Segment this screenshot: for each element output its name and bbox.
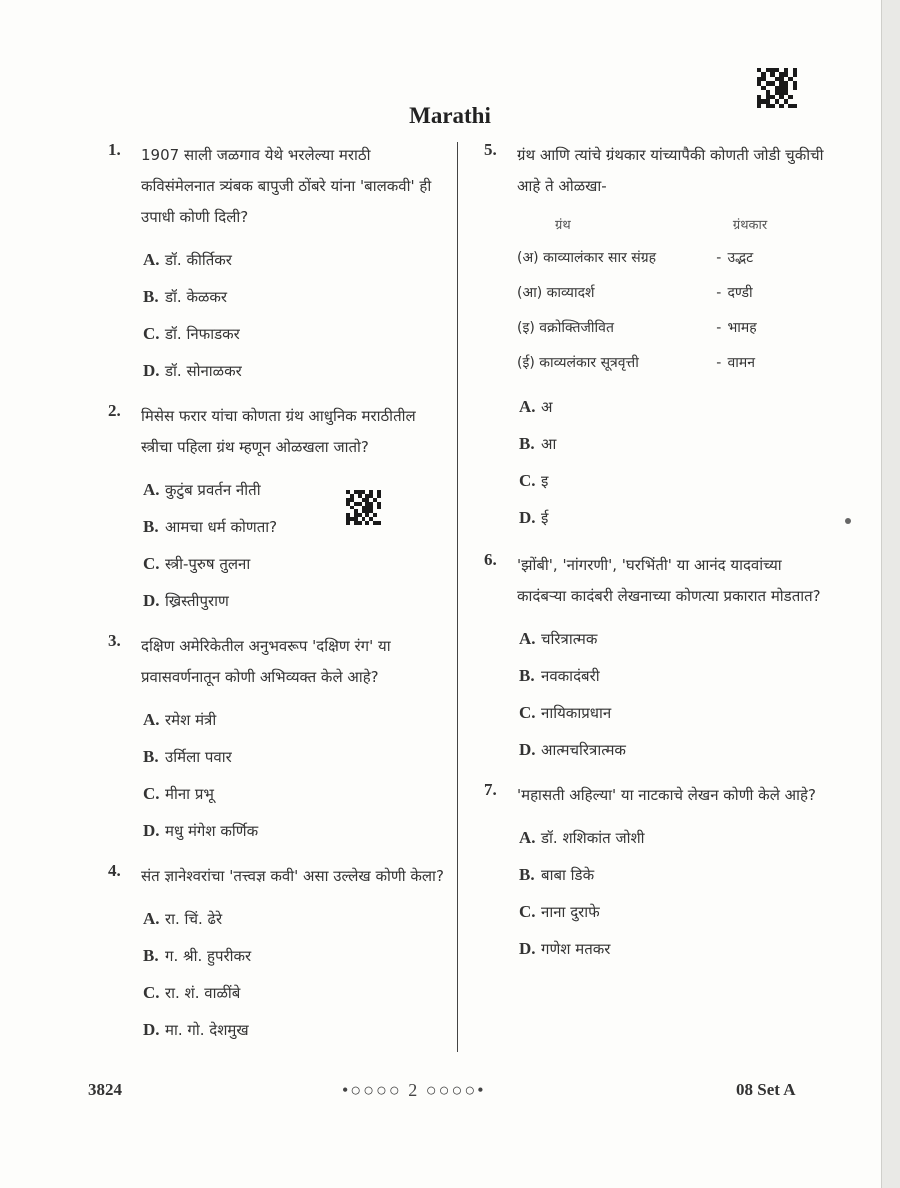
column-divider bbox=[457, 142, 458, 1052]
page-edge bbox=[881, 0, 900, 1188]
table-row: (इ) वक्रोक्तिजीवित - भामह bbox=[517, 319, 757, 336]
question-2 bbox=[108, 401, 448, 619]
table-row: (आ) काव्यादर्श - दण्डी bbox=[517, 284, 753, 301]
option-b: B. ग. श्री. हुपरीकर bbox=[143, 945, 252, 965]
question-text: दक्षिण अमेरिकेतील अनुभवरूप 'दक्षिण रंग' या प्रवासवर्णनातून कोणी अभिव्यक्त केले आहे? bbox=[141, 637, 391, 686]
option-d: D. आत्मचरित्रात्मक bbox=[519, 739, 626, 759]
option-c: C. नायिकाप्रधान bbox=[519, 702, 612, 722]
option-d: D. ई bbox=[519, 507, 549, 527]
set-label: 08 Set A bbox=[736, 1080, 796, 1099]
table-row: (ई) काव्यलंकार सूत्रवृत्ती - वामन bbox=[517, 354, 756, 371]
option-a: A. डॉ. कीर्तिकर bbox=[143, 249, 232, 269]
question-number: 5. bbox=[484, 140, 497, 159]
option-a: A. कुटुंब प्रवर्तन नीती bbox=[143, 479, 261, 499]
question-number: 4. bbox=[108, 861, 121, 880]
option-a: A. रमेश मंत्री bbox=[143, 709, 217, 729]
table-header: ग्रंथ ग्रंथकार bbox=[555, 218, 768, 233]
option-d: D. ख्रिस्तीपुराण bbox=[143, 590, 229, 610]
option-b: B. उर्मिला पवार bbox=[143, 746, 232, 766]
option-b: B. आ bbox=[519, 433, 557, 453]
question-number: 2. bbox=[108, 401, 121, 420]
option-a: A. अ bbox=[519, 396, 553, 416]
question-number: 7. bbox=[484, 780, 497, 799]
question-1 bbox=[108, 140, 448, 389]
option-c: C. इ bbox=[519, 470, 549, 490]
right-column bbox=[484, 140, 824, 967]
question-text: 1907 साली जळगाव येथे भरलेल्या मराठी कविसंमेलनात त्र्यंबक बापुजी ठोंबरे यांना 'बालकवी' ही उपाधी कोणी दिली? bbox=[141, 146, 432, 226]
question-number: 1. bbox=[108, 140, 121, 159]
question-4 bbox=[108, 861, 448, 1048]
scan-dot bbox=[845, 518, 851, 524]
qr-code-icon bbox=[757, 68, 797, 108]
question-text: 'महासती अहिल्या' या नाटकाचे लेखन कोणी केले आहे? bbox=[517, 786, 816, 804]
option-b: B. नवकादंबरी bbox=[519, 665, 600, 685]
question-text: संत ज्ञानेश्वरांचा 'तत्त्वज्ञ कवी' असा उल्लेख कोणी केला? bbox=[141, 867, 444, 885]
question-text: ग्रंथ आणि त्यांचे ग्रंथकार यांच्यापैकी कोणती जोडी चुकीची आहे ते ओळखा- bbox=[517, 146, 824, 195]
option-d: D. मधु मंगेश कर्णिक bbox=[143, 820, 259, 840]
page-title: Marathi bbox=[409, 103, 491, 128]
option-c: C. रा. शं. वाळींबे bbox=[143, 982, 241, 1002]
question-text: 'झोंबी', 'नांगरणी', 'घरभिंती' या आनंद यादवांच्या कादंबऱ्या कादंबरी लेखनाच्या कोणत्या प्रकारात मोडतात? bbox=[517, 556, 821, 605]
page-code: 3824 bbox=[88, 1080, 122, 1099]
question-7 bbox=[484, 780, 824, 967]
page-number: •○○○○ 2 ○○○○• bbox=[342, 1080, 486, 1100]
option-c: C. स्त्री-पुरुष तुलना bbox=[143, 553, 251, 573]
option-a: A. रा. चिं. ढेरे bbox=[143, 908, 223, 928]
option-a: A. चरित्रात्मक bbox=[519, 628, 598, 648]
question-text: मिसेस फरार यांचा कोणता ग्रंथ आधुनिक मराठीतील स्त्रीचा पहिला ग्रंथ म्हणून ओळखला जातो? bbox=[141, 407, 416, 456]
option-c: C. नाना दुराफे bbox=[519, 901, 600, 921]
table-row: (अ) काव्यालंकार सार संग्रह - उद्भट bbox=[517, 249, 754, 266]
option-a: A. डॉ. शशिकांत जोशी bbox=[519, 827, 645, 847]
option-c: C. डॉ. निफाडकर bbox=[143, 323, 240, 343]
option-b: B. डॉ. केळकर bbox=[143, 286, 228, 306]
question-3 bbox=[108, 631, 448, 849]
question-6 bbox=[484, 550, 824, 768]
question-number: 6. bbox=[484, 550, 497, 569]
question-number: 3. bbox=[108, 631, 121, 650]
option-d: D. डॉ. सोनाळकर bbox=[143, 360, 242, 380]
option-d: D. गणेश मतकर bbox=[519, 938, 611, 958]
question-5 bbox=[484, 140, 824, 536]
option-b: B. आमचा धर्म कोणता? bbox=[143, 516, 278, 536]
option-b: B. बाबा डिके bbox=[519, 864, 595, 884]
left-column bbox=[108, 140, 448, 1048]
option-c: C. मीना प्रभू bbox=[143, 783, 214, 803]
option-d: D. मा. गो. देशमुख bbox=[143, 1019, 249, 1039]
match-table bbox=[517, 208, 824, 380]
